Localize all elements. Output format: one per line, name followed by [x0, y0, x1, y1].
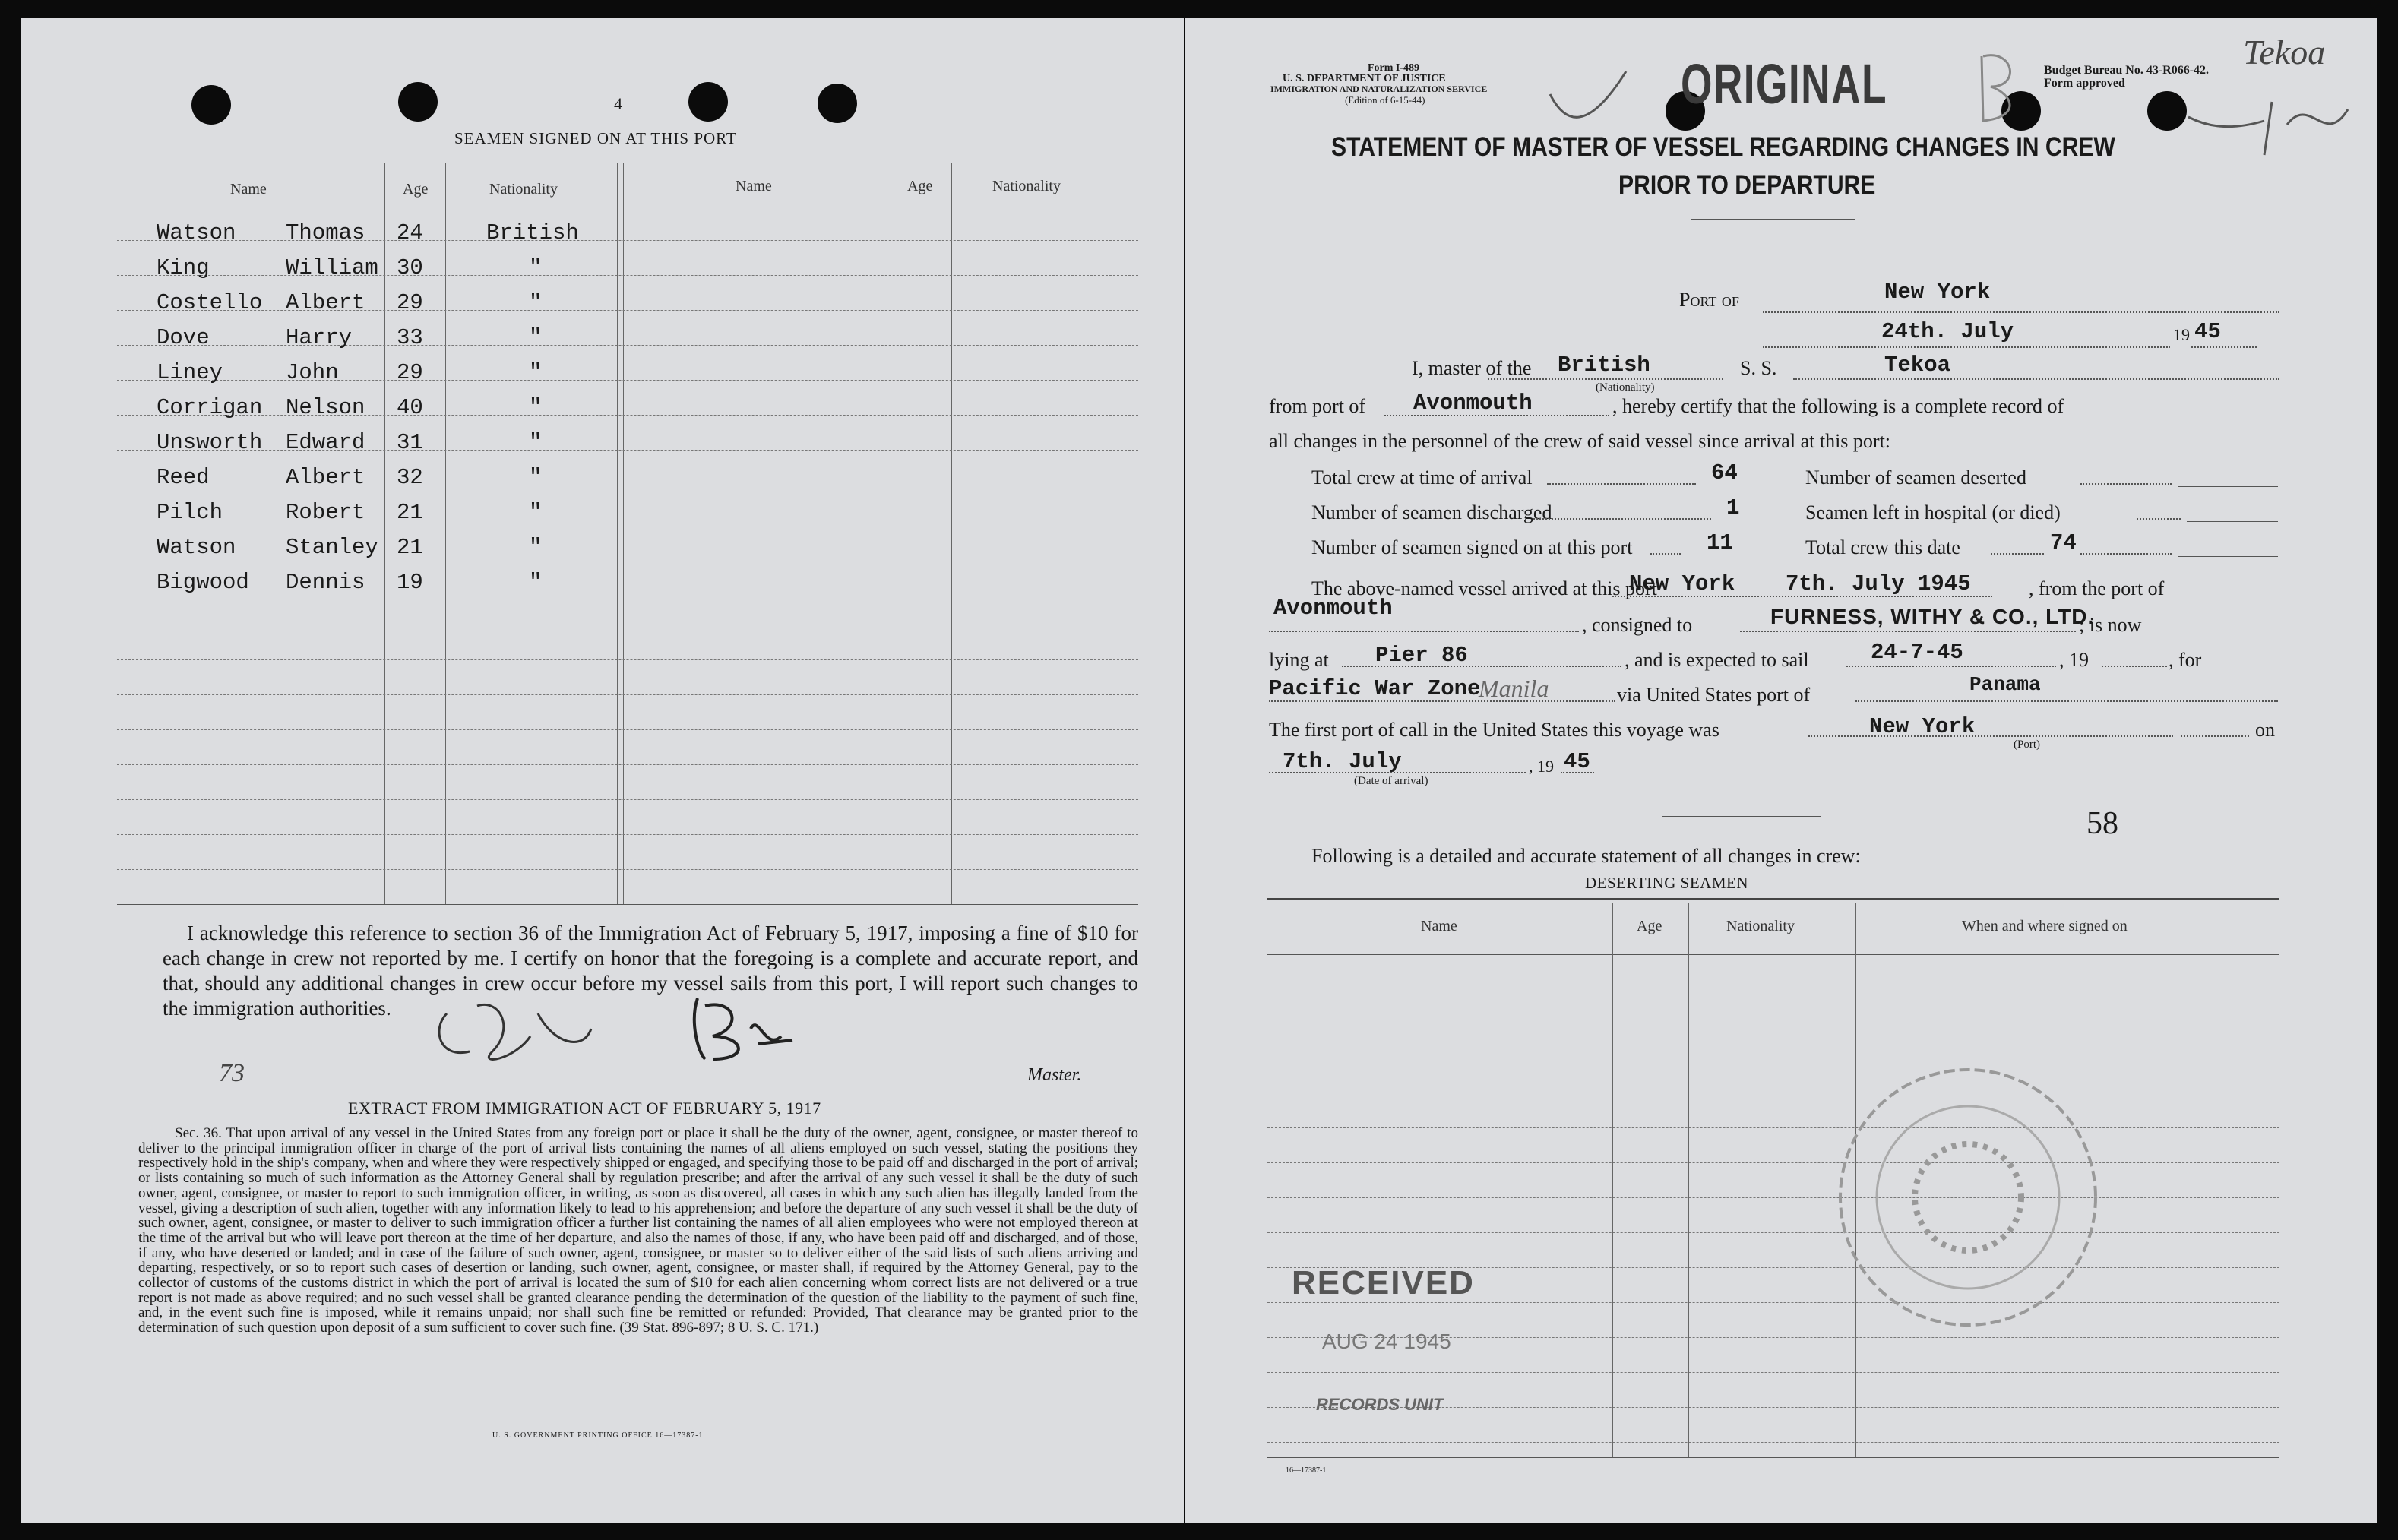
master-of-label: I, master of the: [1412, 357, 1532, 379]
on-label: on: [2255, 719, 2275, 741]
crew-age: 30: [397, 255, 423, 280]
crew-first-name: Edward: [286, 430, 365, 455]
acknowledgement-text: I acknowledge this reference to section 36 of the Immigration Act of February 5, 1917, imposing a fine of $10 for each change in crew not reported by me. I certify on honor that the foregoing is a complete and accurate report, and that, should any additional changes in crew occur before my vessel sails from this port, I will report such changes to the immigration authorities.: [163, 922, 1138, 1020]
crew-surname: Dove: [157, 325, 210, 350]
extract-title: EXTRACT FROM IMMIGRATION ACT OF FEBRUARY 5, 1917: [348, 1099, 821, 1118]
arrived-text: The above-named vessel arrived at this port: [1311, 577, 1657, 599]
crew-age: 24: [397, 220, 423, 245]
crew-age: 29: [397, 290, 423, 315]
received-date: AUG 24 1945: [1322, 1330, 1451, 1353]
punch-hole: [191, 85, 231, 125]
deserting-title: DESERTING SEAMEN: [1585, 874, 1748, 892]
crew-surname: Corrigan: [157, 395, 263, 420]
crew-nationality: ": [529, 570, 543, 595]
crew-first-name: John: [286, 360, 339, 385]
col-header-nationality-2: Nationality: [992, 178, 1061, 194]
following-text: Following is a detailed and accurate statement of all changes in crew:: [1311, 845, 1861, 867]
master-label: Master.: [1027, 1065, 1082, 1085]
crew-surname: Watson: [157, 220, 236, 245]
arrival-date: 7th. July: [1283, 749, 1402, 774]
stat-signed-on-label: Number of seamen signed on at this port: [1311, 536, 1633, 558]
crew-nationality: ": [529, 360, 543, 385]
desert-col-signed-on: When and where signed on: [1962, 918, 2128, 934]
stat-hospital-label: Seamen left in hospital (or died): [1805, 501, 2061, 523]
page-number: 4: [614, 94, 622, 113]
from-port-label: from port of: [1269, 395, 1366, 417]
col-header-age-2: Age: [907, 178, 933, 194]
crew-nationality: ": [529, 255, 543, 280]
punch-hole: [818, 84, 857, 123]
crew-first-name: Thomas: [286, 220, 365, 245]
crew-nationality: ": [529, 430, 543, 455]
certify-text: , hereby certify that the following is a complete record of: [1612, 395, 2064, 417]
punch-hole: [688, 82, 728, 122]
check-mark: [1542, 64, 1634, 140]
initial-mark: [1968, 49, 2029, 125]
ship-value: Tekoa: [1884, 353, 1951, 378]
via-port: Panama: [1969, 673, 2041, 696]
col-header-name-2: Name: [736, 178, 772, 194]
port-value: New York: [1884, 280, 1991, 305]
stat-discharged-label: Number of seamen discharged: [1311, 501, 1552, 523]
arrival-year: 45: [1564, 749, 1590, 774]
crew-age: 32: [397, 465, 423, 490]
crew-nationality: ": [529, 325, 543, 350]
is-now-label: ; is now: [2079, 614, 2142, 636]
crew-first-name: Robert: [286, 500, 365, 525]
arrival-caption: (Date of arrival): [1354, 775, 1428, 787]
expected-label: , and is expected to sail: [1625, 649, 1809, 671]
stat-total-date-label: Total crew this date: [1805, 536, 1960, 558]
port-of-label: Port of: [1679, 289, 1739, 311]
service: IMMIGRATION AND NATURALIZATION SERVICE: [1270, 84, 1488, 94]
col-header-name: Name: [230, 181, 267, 198]
crew-age: 19: [397, 570, 423, 595]
stat-total-arrival-value: 64: [1711, 460, 1738, 485]
desert-col-age: Age: [1637, 918, 1662, 934]
crew-nationality: ": [529, 535, 543, 560]
section-title: SEAMEN SIGNED ON AT THIS PORT: [454, 129, 737, 147]
corner-note: Tekoa: [2243, 33, 2326, 71]
department: U. S. DEPARTMENT OF JUSTICE: [1283, 73, 1446, 84]
crew-nationality: ": [529, 465, 543, 490]
crew-surname: Watson: [157, 535, 236, 560]
crew-age: 33: [397, 325, 423, 350]
consigned-to-label: , consigned to: [1582, 614, 1693, 636]
form-approved: Form approved: [2044, 77, 2125, 90]
for-label: , for: [2169, 649, 2202, 671]
port-caption: (Port): [2014, 738, 2040, 751]
arrived-port: New York: [1629, 571, 1735, 596]
corner-scribble: [2173, 79, 2355, 163]
circular-stamp: [1824, 1061, 2112, 1334]
handwritten-note: 73: [219, 1059, 245, 1087]
lying-at-value: Pier 86: [1375, 643, 1468, 668]
footer-code: 16—17387-1: [1286, 1466, 1327, 1475]
crew-first-name: Harry: [286, 325, 353, 350]
crew-age: 21: [397, 535, 423, 560]
arrived-date: 7th. July 1945: [1786, 571, 1971, 596]
sail-date: 24-7-45: [1871, 640, 1963, 665]
edition: (Edition of 6-15-44): [1345, 94, 1425, 106]
records-unit: RECORDS UNIT: [1316, 1395, 1444, 1414]
col-header-age: Age: [403, 181, 429, 198]
form-number: Form I-489: [1368, 62, 1420, 74]
crew-surname: Bigwood: [157, 570, 249, 595]
punch-hole: [398, 82, 438, 122]
nationality-value: British: [1558, 353, 1650, 378]
crew-surname: Liney: [157, 360, 223, 385]
desert-col-nationality: Nationality: [1726, 918, 1795, 934]
arrived-from: Avonmouth: [1273, 596, 1393, 621]
crew-age: 29: [397, 360, 423, 385]
ss-label: S. S.: [1740, 357, 1777, 379]
title-line-1: STATEMENT OF MASTER OF VESSEL REGARDING CHANGES IN CREW: [1331, 132, 2115, 162]
lying-at-label: lying at: [1269, 649, 1329, 671]
arrival-year-prefix: , 19: [1529, 757, 1554, 776]
from-the-port-of: , from the port of: [2029, 577, 2165, 599]
stat-deserted-label: Number of seamen deserted: [1805, 466, 2026, 489]
from-port-value: Avonmouth: [1413, 391, 1533, 416]
crew-first-name: Nelson: [286, 395, 365, 420]
crew-surname: Pilch: [157, 500, 223, 525]
consignee: FURNESS, WITHY & CO., LTD.: [1770, 605, 2095, 628]
crew-surname: King: [157, 255, 210, 280]
crew-first-name: Albert: [286, 465, 365, 490]
desert-col-name: Name: [1421, 918, 1457, 934]
col-header-nationality: Nationality: [489, 181, 558, 198]
crew-nationality: ": [529, 395, 543, 420]
stat-discharged-value: 1: [1726, 495, 1740, 520]
original-stamp: ORIGINAL: [1681, 52, 1887, 115]
crew-age: 31: [397, 430, 423, 455]
crew-first-name: Dennis: [286, 570, 365, 595]
first-port-label: The first port of call in the United States this voyage was: [1269, 719, 1719, 741]
left-page: [21, 18, 1184, 1523]
crew-first-name: Albert: [286, 290, 365, 315]
received-stamp: RECEIVED: [1292, 1264, 1475, 1301]
date-day-month: 24th. July: [1881, 319, 2014, 344]
year-prefix: 19: [2173, 325, 2190, 344]
crew-surname: Reed: [157, 465, 210, 490]
crew-first-name: Stanley: [286, 535, 378, 560]
destination: Pacific War Zone: [1269, 676, 1481, 701]
all-changes-text: all changes in the personnel of the crew of said vessel since arrival at this port:: [1269, 430, 1891, 452]
page-figure-58: 58: [2086, 806, 2118, 841]
destination-handwritten: Manila: [1479, 675, 1549, 702]
title-line-2: PRIOR TO DEPARTURE: [1618, 170, 1876, 200]
crew-nationality: ": [529, 290, 543, 315]
crew-nationality: ": [529, 500, 543, 525]
nationality-caption: (Nationality): [1596, 381, 1655, 394]
crew-nationality: British: [486, 220, 579, 245]
sail-year-prefix: , 19: [2059, 649, 2089, 671]
extract-text: Sec. 36. That upon arrival of any vessel in the United States from any foreign port or place it shall be the duty of the owner, agent, consignee, or master thereof to deliver to the principal immigration officer in charge of the port of arrival lists containing the names of all aliens employed on such vessel, stating the positions they respectively hold in the ship's company, when and where they were respectively shipped or engaged, and specifying those to be paid off and discharged in the port of arrival; or lists containing so much of such information as the Attorney General shall by regulation prescribe; and after the arrival of any such vessel it shall be the duty of such owner, agent, consignee, or master to report to such immigration officer, in writing, as soon as discovered, all cases in which any such alien has illegally landed from the vessel, giving a description of such alien, together with any information likely to lead to his apprehension; and before the departure of any such vessel it shall be the duty of such owner, agent, consignee, or master to deliver to such immigration officer a further list containing the names of all alien employees who were not employed thereon at the time of the arrival but who will leave port thereon at the time of her departure, and also the names of those, if any, who have been paid off and discharged, and of those, if any, who have deserted or landed; and in case of the failure of such owner, agent, consignee, or master so to deliver either of the said lists of such aliens arriving and departing, respectively, or so to report such cases of desertion or landing, such owner, agent, consignee, or master shall, if required by the Attorney General, pay to the collector of customs of the customs district in which the port of arrival is located the sum of $10 for each alien concerning whom correct lists are not delivered or a true report is not made as above required; and no such vessel shall be granted clearance pending the determination of the question of the liability to the payment of such fine, and, in the event such fine is imposed, while it remains unpaid; nor shall such fine be remitted or refunded: Provided, That clearance may be granted prior to the determination of such question upon deposit of a sum sufficient to cover such fine. (39 Stat. 896-897; 8 U. S. C. 171.): [138, 1125, 1138, 1336]
printing-office: U. S. GOVERNMENT PRINTING OFFICE 16—17387-1: [492, 1431, 704, 1440]
crew-first-name: William: [286, 255, 378, 280]
stat-signed-on-value: 11: [1707, 530, 1733, 555]
crew-surname: Unsworth: [157, 430, 263, 455]
stat-total-arrival-label: Total crew at time of arrival: [1311, 466, 1533, 489]
first-port: New York: [1869, 714, 1976, 739]
year-value: 45: [2194, 319, 2221, 344]
crew-age: 40: [397, 395, 423, 420]
crew-surname: Costello: [157, 290, 263, 315]
budget-bureau: Budget Bureau No. 43-R066-42.: [2044, 64, 2210, 77]
stat-total-date-value: 74: [2050, 530, 2077, 555]
via-label: via United States port of: [1617, 684, 1811, 706]
right-page: [1185, 18, 2377, 1523]
crew-age: 21: [397, 500, 423, 525]
